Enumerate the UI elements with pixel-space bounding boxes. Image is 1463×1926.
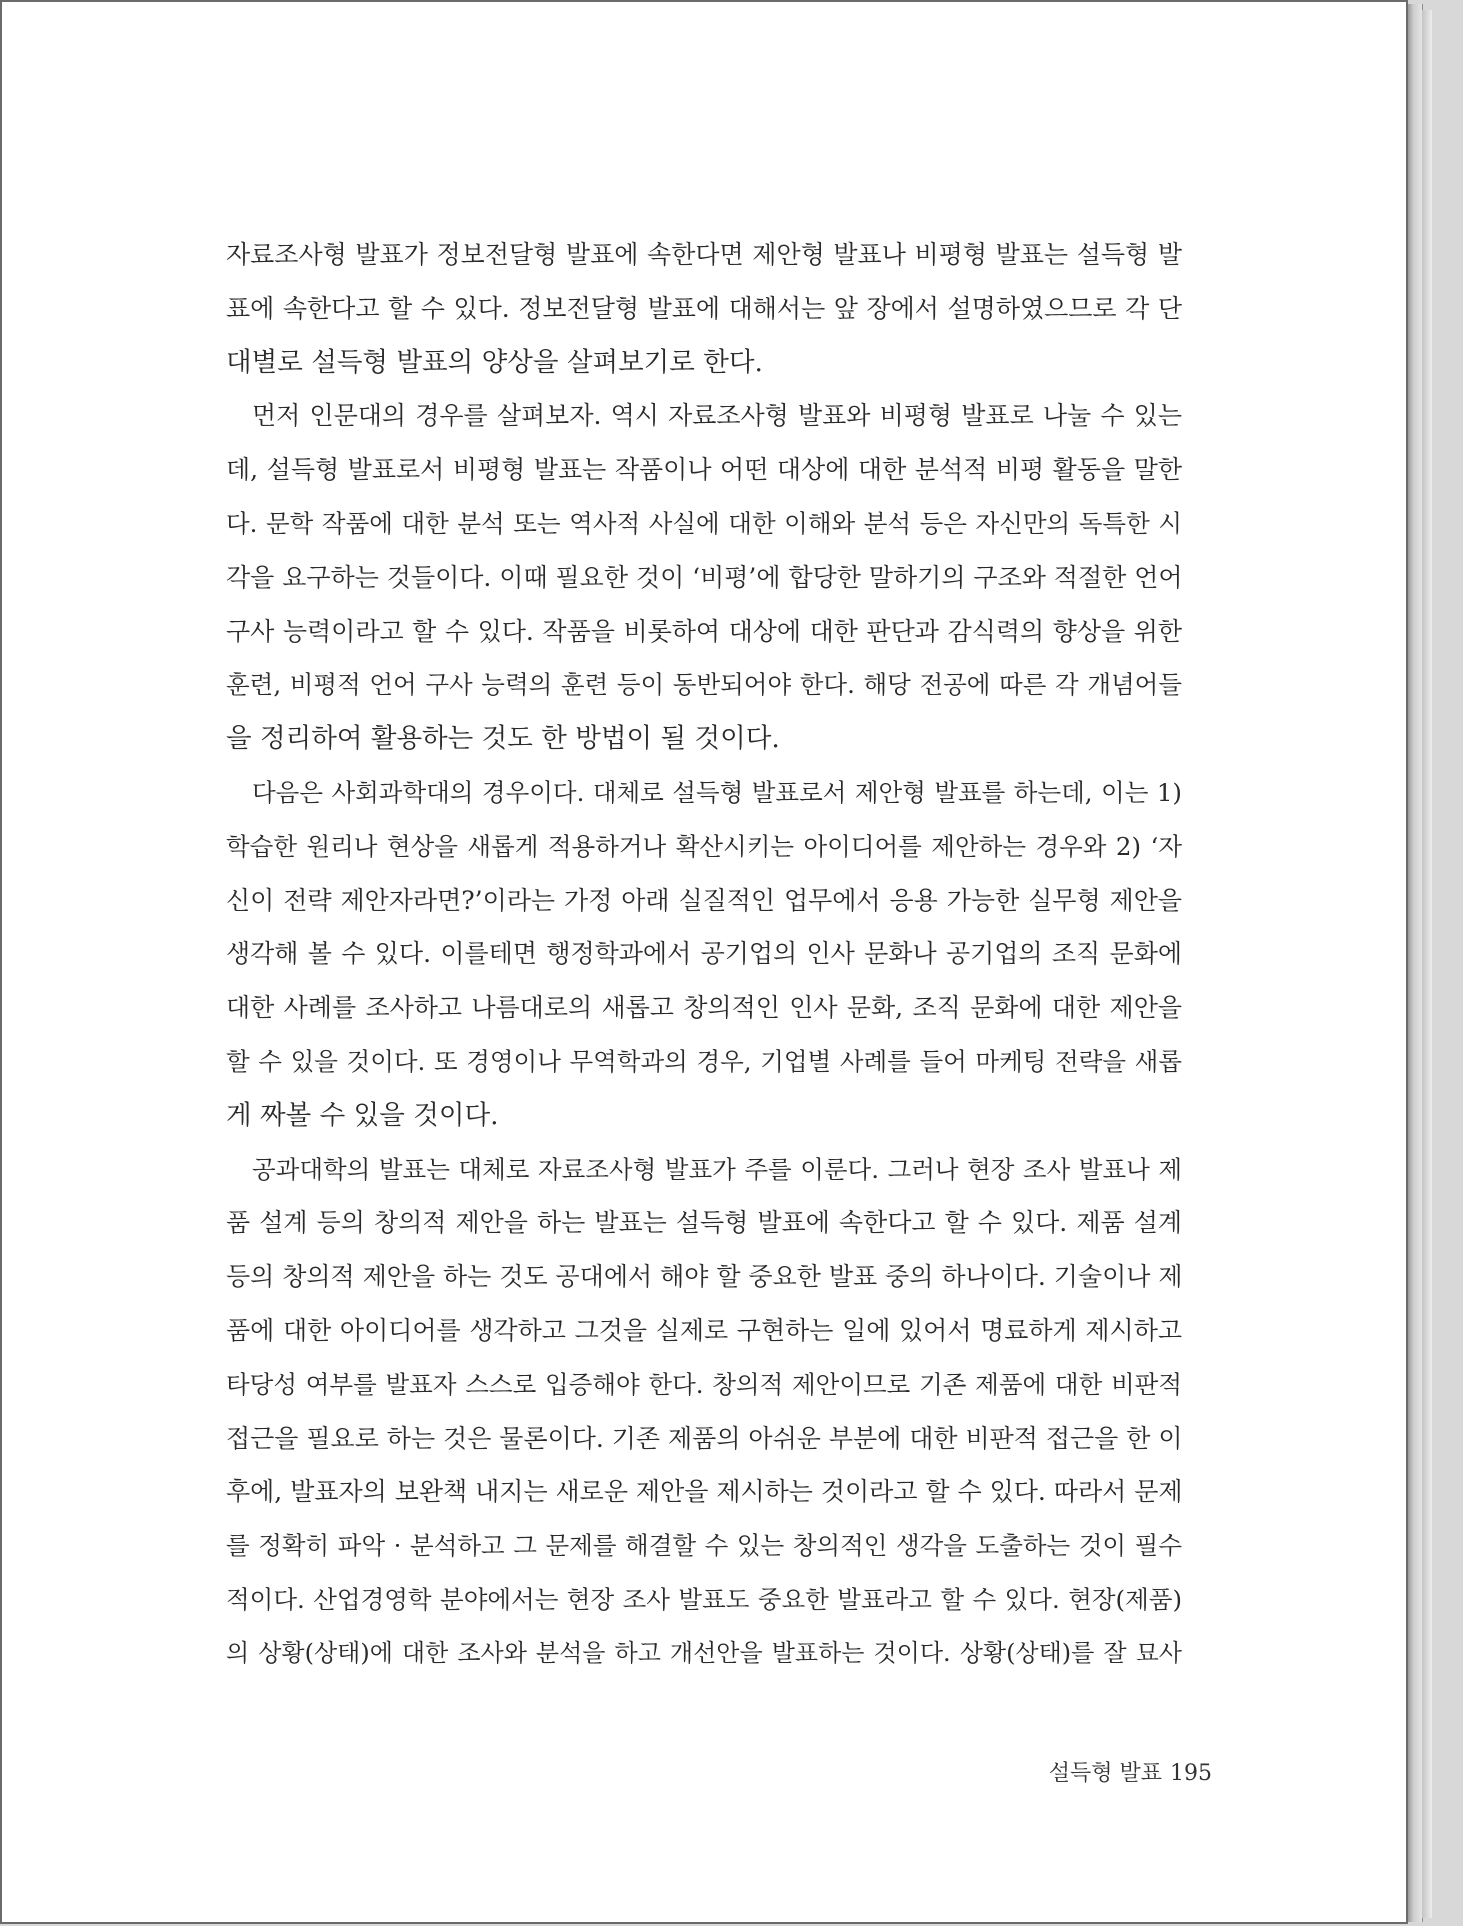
text-line: 타당성 여부를 발표자 스스로 입증해야 한다. 창의적 제안이므로 기존 제품에 대한 비판적 [226,1369,1182,1399]
text-line: 적이다. 산업경영학 분야에서는 현장 조사 발표도 중요한 발표라고 할 수 있다. 현장(제품) [226,1584,1182,1614]
text-line: 훈련, 비평적 언어 구사 능력의 훈련 등이 동반되어야 한다. 해당 전공에 따른 각 개념어들 [226,670,1182,700]
text-line: 의 상황(상태)에 대한 조사와 분석을 하고 개선안을 발표하는 것이다. 상황(상태)를 잘 묘사 [226,1638,1182,1667]
text-line: 생각해 볼 수 있다. 이를테면 행정학과에서 공기업의 인사 문화나 공기업의 조직 문화에 [226,939,1182,969]
page-number: 195 [1170,1761,1212,1786]
text-line: 대한 사례를 조사하고 나름대로의 새롭고 창의적인 인사 문화, 조직 문화에 대한 제안을 [226,993,1182,1023]
text-line: 접근을 필요로 하는 것은 물론이다. 기존 제품의 아쉬운 부분에 대한 비판적 접근을 한 이 [226,1423,1183,1453]
text-line: 표에 속한다고 할 수 있다. 정보전달형 발표에 대해서는 앞 장에서 설명하였으므로 각 단 [226,293,1182,323]
running-title: 설득형 발표 [1048,1761,1162,1786]
text-line: 학습한 원리나 현상을 새롭게 적용하거나 확산시키는 아이디어를 제안하는 경우와 2) ‘자 [226,831,1182,861]
text-line: 공과대학의 발표는 대체로 자료조사형 발표가 주를 이룬다. 그러나 현장 조사 발표나 제 [252,1154,1182,1184]
text-line: 등의 창의적 제안을 하는 것도 공대에서 해야 할 중요한 발표 중의 하나이다. 기술이나 제 [226,1262,1183,1292]
text-line: 게 짜볼 수 있을 것이다. [226,1099,499,1131]
text-line: 각을 요구하는 것들이다. 이때 필요한 것이 ‘비평’에 합당한 말하기의 구조와 적절한 언어 [226,562,1183,592]
text-line: 신이 전략 제안자라면?’이라는 가정 아래 실질적인 업무에서 응용 가능한 실무형 제안을 [226,885,1182,915]
text-line: 할 수 있을 것이다. 또 경영이나 무역학과의 경우, 기업별 사례를 들어 마케팅 전략을 새롭 [226,1046,1182,1076]
text-line: 품 설계 등의 창의적 제안을 하는 발표는 설득형 발표에 속한다고 할 수 있다. 제품 설계 [226,1208,1182,1238]
text-line: 후에, 발표자의 보완책 내지는 새로운 제안을 제시하는 것이라고 할 수 있다. 따라서 문제 [226,1477,1183,1507]
page-edge-shadow-outer [1422,10,1432,1918]
page-edge-shadow [1408,4,1423,1922]
text-line: 다. 문학 작품에 대한 분석 또는 역사적 사실에 대한 이해와 분석 등은 자신만의 독특한 시 [226,508,1182,538]
text-line: 품에 대한 아이디어를 생각하고 그것을 실제로 구현하는 일에 있어서 명료하게 제시하고 [226,1315,1182,1345]
text-line: 자료조사형 발표가 정보전달형 발표에 속한다면 제안형 발표나 비평형 발표는 설득형 발 [226,240,1182,269]
text-line: 구사 능력이라고 할 수 있다. 작품을 비롯하여 대상에 대한 판단과 감식력의 향상을 위한 [226,616,1182,646]
text-line: 데, 설득형 발표로서 비평형 발표는 작품이나 어떤 대상에 대한 분석적 비평 활동을 말한 [226,455,1182,485]
body-text [226,228,1182,1681]
page-footer [1022,1756,1212,1787]
text-line: 을 정리하여 활용하는 것도 한 방법이 될 것이다. [226,723,780,755]
text-line: 대별로 설득형 발표의 양상을 살펴보기로 한다. [226,346,763,378]
text-line: 먼저 인문대의 경우를 살펴보자. 역시 자료조사형 발표와 비평형 발표로 나눌 수 있는 [252,401,1182,431]
text-line: 다음은 사회과학대의 경우이다. 대체로 설득형 발표로서 제안형 발표를 하는데, 이는 1) [252,777,1182,807]
text-line: 를 정확히 파악 · 분석하고 그 문제를 해결할 수 있는 창의적인 생각을 도출하는 것이 필수 [226,1531,1182,1561]
